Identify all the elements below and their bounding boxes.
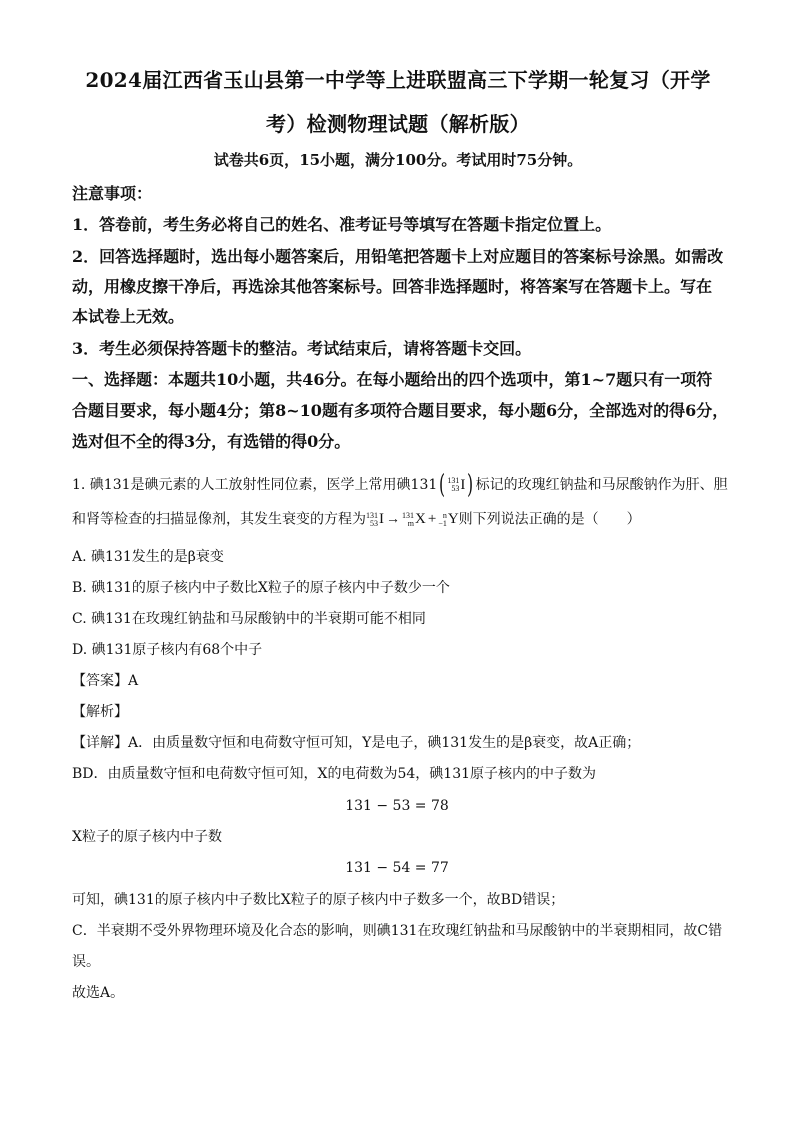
eq-y-mass: n [442, 510, 447, 520]
detail-line-5-end: 误。 [72, 954, 100, 970]
notice-item-2-end: 本试卷上无效。 [72, 307, 185, 326]
document-title-line-2: 考）检测物理试题（解析版） [266, 112, 530, 136]
eq-x-mass: 131 [402, 510, 414, 520]
eq-y-symbol: Y [447, 511, 459, 527]
question-1-stem-line-1 [72, 472, 732, 498]
option-c: C. 碘131在玫瑰红钠盐和马尿酸钠中的半衰期可能不相同 [72, 611, 426, 627]
decay-equation [366, 510, 459, 529]
section-heading-end: 选对但不全的得3分，有选错的得0分。 [72, 432, 351, 451]
iodine-mass-number: 131 [447, 476, 460, 486]
eq-iodine-charge: 53 [370, 518, 378, 528]
exam-meta-info: 试卷共6页，15小题，满分100分。考试用时75分钟。 [213, 151, 583, 169]
answer-line [72, 672, 732, 690]
section-heading-cont: 合题目要求，每小题4分；第8~10题有多项符合题目要求，每小题6分，全部选对的得6分， [72, 401, 729, 420]
isotope-number: 131 [410, 477, 438, 493]
option-b: B. 碘131的原子核内中子数比X粒子的原子核内中子数少一个 [72, 580, 450, 596]
question-1-stem-text-end: 标记的玫瑰红钠盐和马尿酸钠作为肝、胆 [475, 477, 728, 493]
detail-line-1: 【详解】A．由质量数守恒和电荷数守恒可知，Y是电子，碘131发生的是β衰变，故A正确； [72, 735, 641, 751]
notice-item-2: 2．回答选择题时，选出每小题答案后，用铅笔把答题卡上对应题目的答案标号涂黑。如需改 [72, 247, 724, 266]
eq-x-charge: m [407, 518, 414, 528]
notice-item-3: 3．考生必须保持答题卡的整洁。考试结束后，请将答题卡交回。 [72, 339, 532, 358]
eq-iodine-symbol: I [379, 511, 384, 527]
analysis-label: 【解析】 [72, 704, 128, 720]
detail-line-4: 可知，碘131的原子核内中子数比X粒子的原子核内中子数多一个，故BD错误； [72, 892, 565, 908]
notice-heading: 注意事项： [72, 184, 153, 203]
iodine-isotope-label: 131( 131 53 I) [410, 470, 474, 500]
document-title-line-1: 2024届江西省玉山县第一中学等上进联盟高三下学期一轮复习（开学 [85, 68, 711, 92]
eq-y-charge: −1 [438, 518, 447, 528]
answer-value: A [128, 673, 139, 689]
eq-x-symbol: X [415, 511, 426, 527]
section-heading: 一、选择题：本题共10小题，共46分。在每小题给出的四个选项中，第1~7题只有一项符 [72, 370, 713, 389]
option-a: A. 碘131发生的是β衰变 [72, 549, 224, 565]
neutron-calc-x: 131 − 54 = 77 [345, 860, 449, 876]
neutron-calc-iodine: 131 − 53 = 78 [345, 798, 449, 814]
eq-plus-sign: + [427, 511, 437, 527]
iodine-charge-number: 53 [451, 484, 460, 494]
reaction-arrow-icon: → [386, 511, 400, 527]
notice-item-2-cont: 动，用橡皮擦干净后，再选涂其他答案标号。回答非选择题时，将答案写在答题卡上。写在 [72, 277, 713, 296]
detail-line-5: C．半衰期不受外界物理环境及化合态的影响，则碘131在玫瑰红钠盐和马尿酸钠中的半衰期相同，故C错 [72, 923, 723, 939]
detail-line-3: X粒子的原子核内中子数 [72, 829, 222, 845]
question-1-stem-text-2: 和肾等检查的扫描显像剂，其发生衰变的方程为 [72, 511, 366, 528]
answer-label: 【答案】 [72, 673, 128, 689]
question-1-stem-line-2 [72, 510, 732, 529]
notice-item-1: 1．答卷前，考生务必将自己的姓名、准考证号等填写在答题卡指定位置上。 [72, 215, 612, 234]
question-1-prompt: 则下列说法正确的是（ ） [458, 511, 641, 528]
option-d: D. 碘131原子核内有68个中子 [72, 642, 263, 658]
eq-iodine-mass: 131 [366, 510, 378, 520]
question-1-stem-text: 1. 碘131是碘元素的人工放射性同位素，医学上常用碘 [72, 477, 411, 493]
final-choice: 故选A。 [72, 985, 125, 1001]
detail-line-2: BD．由质量数守恒和电荷数守恒可知，X的电荷数为54，碘131原子核内的中子数为 [72, 766, 597, 782]
iodine-symbol: I [460, 476, 466, 493]
iodine-nuclide [447, 476, 465, 495]
